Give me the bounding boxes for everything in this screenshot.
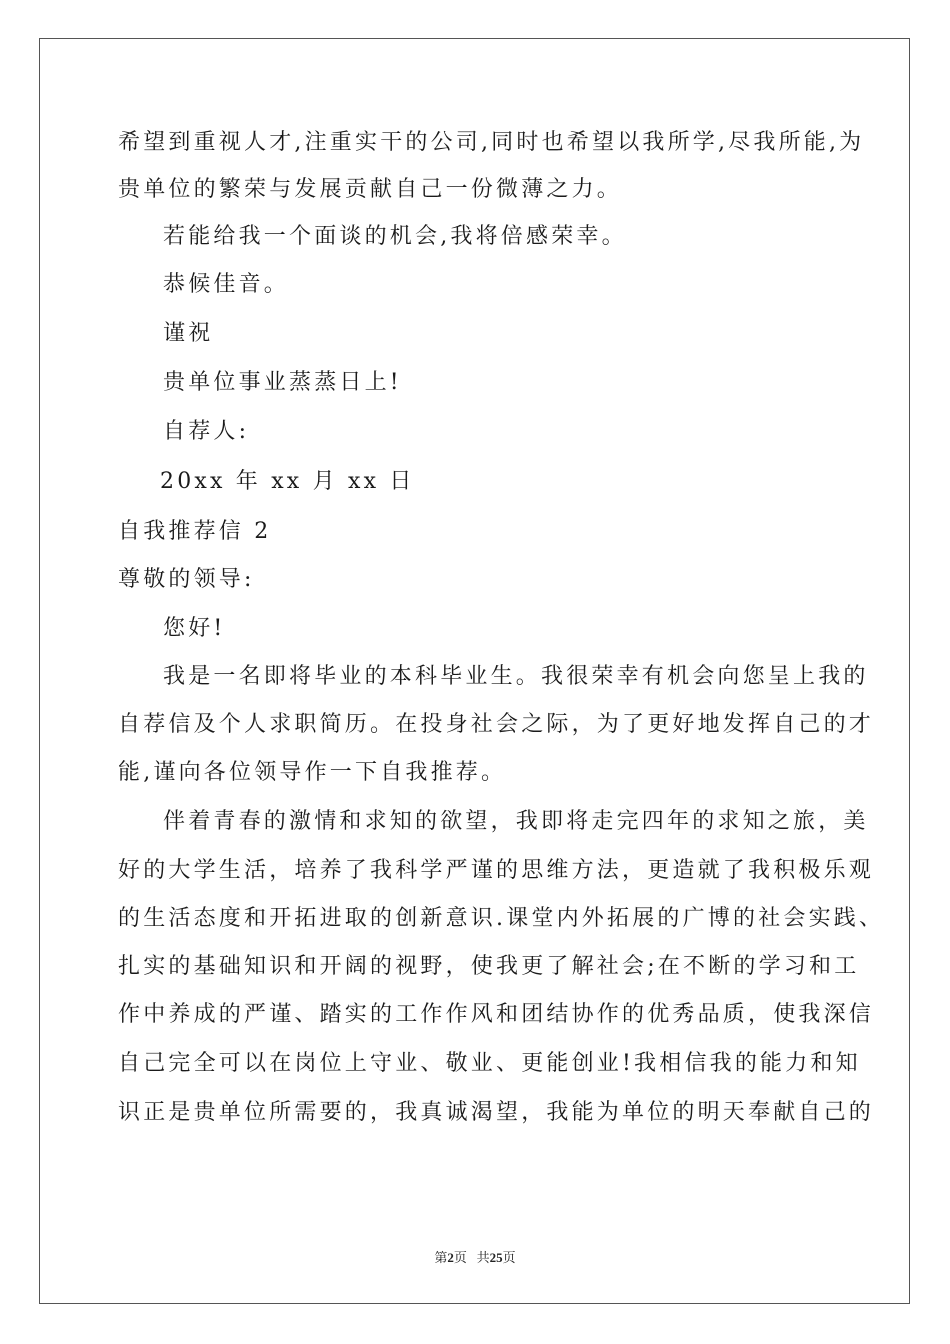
body-line: 扎实的基础知识和开阔的视野，使我更了解社会;在不断的学习和工 (118, 954, 860, 979)
body-line: 好的大学生活，培养了我科学严谨的思维方法，更造就了我积极乐观 (118, 858, 875, 883)
body-line: 识正是贵单位所需要的，我真诚渴望，我能为单位的明天奉献自己的 (118, 1100, 875, 1125)
body-line: 作中养成的严谨、踏实的工作作风和团结协作的优秀品质，使我深信 (118, 1002, 875, 1027)
date-line: 20xx 年 xx 月 xx 日 (160, 469, 415, 494)
page-prefix: 第 (434, 1250, 448, 1265)
signature-label: 自荐人: (163, 419, 250, 444)
total-prefix: 共 (476, 1250, 490, 1265)
body-line: 贵单位的繁荣与发展贡献自己一份微薄之力。 (118, 177, 623, 202)
body-line: 我是一名即将毕业的本科毕业生。我很荣幸有机会向您呈上我的 (163, 664, 869, 689)
body-line: 自荐信及个人求职简历。在投身社会之际，为了更好地发挥自己的才 (118, 712, 875, 737)
page-footer (0, 1247, 950, 1266)
body-line: 的生活态度和开拓进取的创新意识.课堂内外拓展的广博的社会实践、 (118, 906, 885, 931)
section-heading: 自我推荐信 2 (118, 519, 272, 544)
body-line: 贵单位事业蒸蒸日上! (163, 370, 402, 395)
body-line: 伴着青春的激情和求知的欲望，我即将走完四年的求知之旅，美 (163, 809, 869, 834)
page-number: 2 (447, 1250, 454, 1265)
total-suffix: 页 (502, 1250, 516, 1265)
greeting: 您好! (163, 616, 226, 641)
page-suffix: 页 (453, 1250, 467, 1265)
total-pages: 25 (489, 1250, 503, 1265)
salutation: 尊敬的领导: (118, 567, 255, 592)
body-line: 恭候佳音。 (163, 272, 290, 297)
body-line: 希望到重视人才,注重实干的公司,同时也希望以我所学,尽我所能,为 (118, 130, 865, 155)
body-line: 自己完全可以在岗位上守业、敬业、更能创业!我相信我的能力和知 (118, 1051, 861, 1076)
body-line: 若能给我一个面谈的机会,我将倍感荣幸。 (163, 224, 627, 249)
body-line: 谨祝 (163, 321, 214, 346)
body-line: 能,谨向各位领导作一下自我推荐。 (118, 760, 507, 785)
